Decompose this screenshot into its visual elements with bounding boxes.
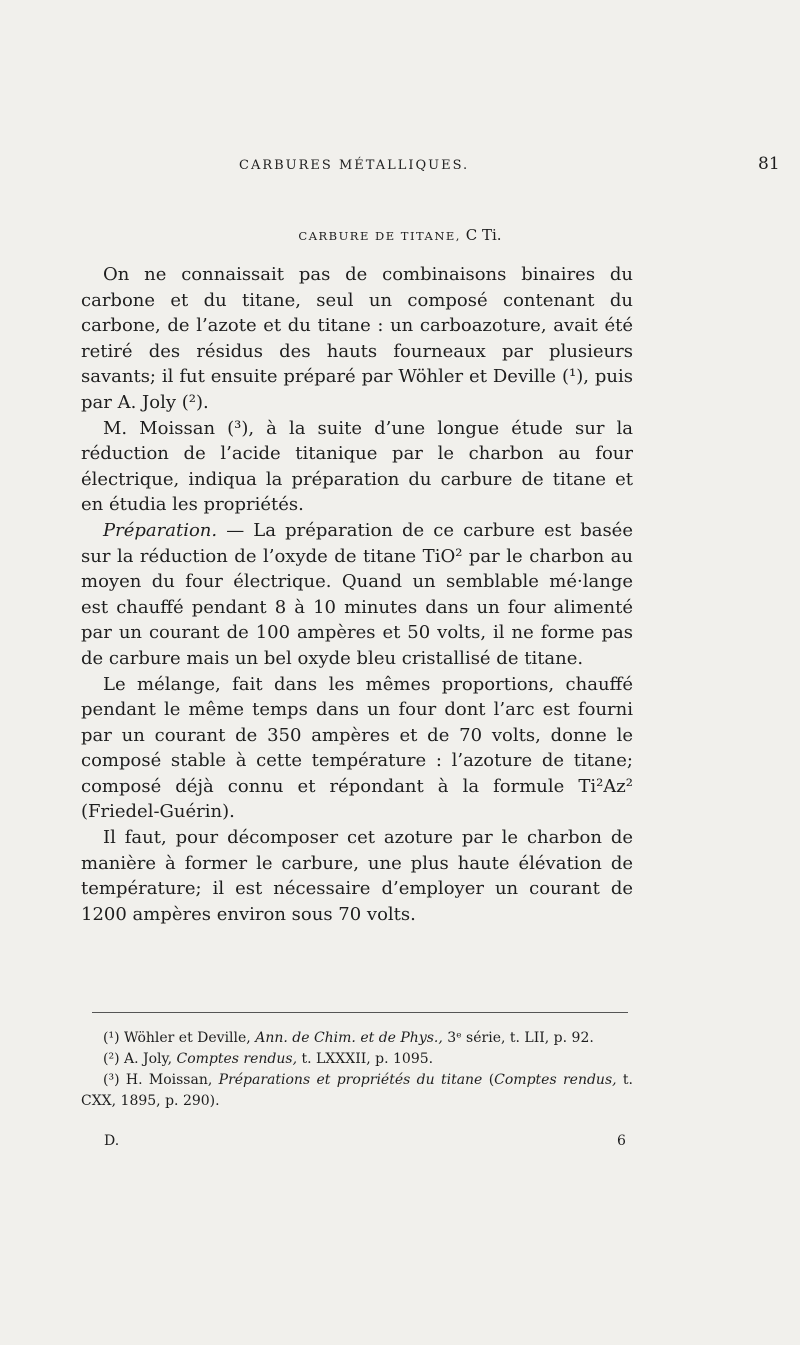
footnote-3-mark: (³) — [103, 1072, 120, 1088]
footnote-divider — [92, 1012, 628, 1013]
section-title-text: CARBURE DE TITANE, — [298, 229, 461, 243]
footnote-3 — [81, 1070, 633, 1112]
footnote-3-title: Préparations et propriétés du titane — [218, 1072, 483, 1088]
page-number: 81 — [758, 154, 780, 174]
footnote-1-mark: (¹) — [103, 1030, 120, 1046]
footnote-3-journal: Comptes rendus, — [494, 1072, 617, 1088]
footnote-1-rest: 3ᵉ série, t. LII, p. 92. — [447, 1030, 594, 1046]
paragraph-2: M. Moissan (³), à la suite d’une longue étude sur la réduction de l’acide titanique par le charbon au four électrique, indiqua la préparation du carbure de titane et en étudia les propriétés. — [81, 417, 633, 516]
paragraph-3-text: — La préparation de ce carbure est basée sur la réduction de l’oxyde de titane TiO² par le charbon au moyen du four électrique. Quand un semblable mé·lange est chauffé pendant 8 à 10 minutes dans un four alimenté par un courant de 100 ampères et 50 volts, il ne forme pas de carbure mais un bel oxyde bleu cristallisé de titane. — [81, 519, 633, 669]
running-head — [0, 154, 800, 180]
paragraph-1: On ne connaissait pas de combinaisons binaires du carbone et du titane, seul un composé contenant du carbone, de l’azote et du titane : un carboazoture, avait été retiré des résidus des hauts fourneaux par plusieurs savants; il fut ensuite préparé par Wöhler et Deville (¹), puis par A. Joly (²). — [81, 264, 633, 413]
body-text — [81, 262, 633, 927]
footnote-2 — [81, 1049, 633, 1070]
section-title — [0, 226, 800, 244]
paragraph-3 — [81, 518, 633, 672]
running-title: CARBURES MÉTALLIQUES. — [239, 158, 470, 173]
footnote-2-mark: (²) — [103, 1051, 120, 1067]
signature-letter: D. — [104, 1133, 120, 1149]
signature-number: 6 — [617, 1133, 626, 1149]
footnote-3-rest: t. CXX, 1895, p. 290). — [81, 1072, 633, 1109]
footnote-1-authors: Wöhler et Deville, — [124, 1030, 251, 1046]
footnote-3-open: ( — [488, 1072, 495, 1088]
footnote-3-authors: H. Moissan, — [125, 1072, 213, 1088]
footnote-1-title: Ann. de Chim. et de Phys., — [255, 1030, 443, 1046]
section-formula: C Ti. — [465, 226, 502, 244]
footnote-2-authors: A. Joly, — [124, 1051, 173, 1067]
footnote-2-title: Comptes rendus, — [176, 1051, 298, 1067]
footnote-1 — [81, 1028, 633, 1049]
signature-line — [0, 1133, 800, 1155]
paragraph-4: Le mélange, fait dans les mêmes proportions, chauffé pendant le même temps dans un four dont l’arc est fourni par un courant de 350 ampères et de 70 volts, donne le composé stable à cette température : l’azoture de titane; composé déjà connu et répondant à la formule Ti²Az² (Friedel-Guérin). — [81, 673, 633, 823]
footnotes — [81, 1028, 633, 1112]
paragraph-5: Il faut, pour décomposer cet azoture par le charbon de manière à former le carbure, une plus haute élévation de température; il est nécessaire d’employer un courant de 1200 ampères environ sous 70 volts. — [81, 827, 633, 925]
footnote-2-rest: t. LXXXII, p. 1095. — [301, 1051, 434, 1067]
preparation-heading: Préparation. — [103, 519, 218, 541]
